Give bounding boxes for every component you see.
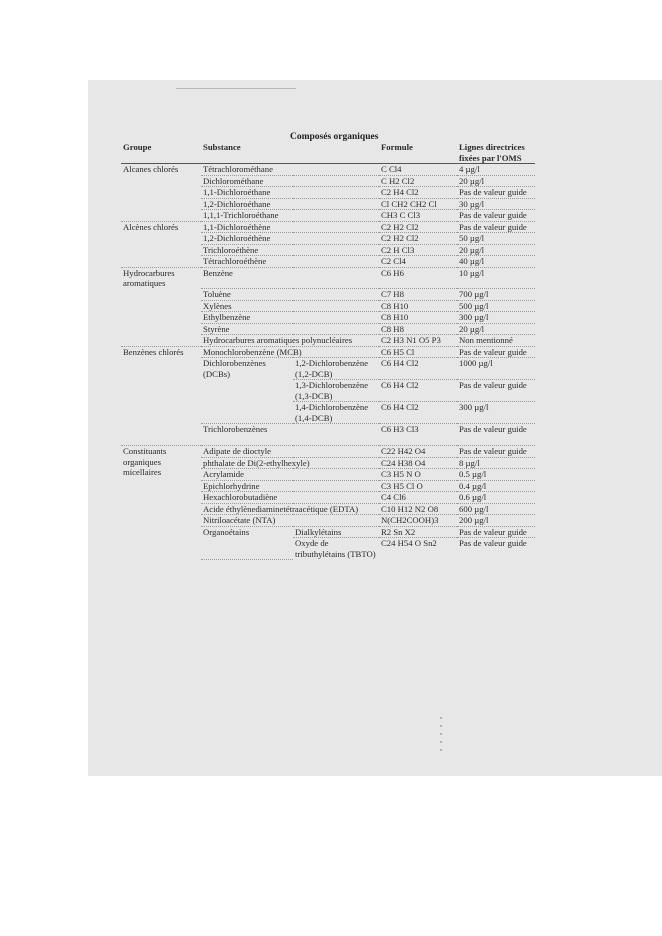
- value-cell: Pas de valeur guide: [457, 526, 535, 538]
- substance-cell: Tétrachlorométhane: [201, 164, 379, 176]
- table-row: [121, 538, 535, 560]
- value-cell: 20 µg/l: [457, 244, 535, 256]
- table-row: [121, 480, 535, 492]
- value-cell: 600 µg/l: [457, 503, 535, 515]
- substance-cell: Toluène: [201, 289, 379, 301]
- table-row: [121, 335, 535, 347]
- subsubstance-cell: 1,3-Dichlorobenzène (1,3-DCB): [293, 380, 379, 402]
- formula-cell: C Cl4: [379, 164, 457, 176]
- formula-cell: Cl CH2 CH2 Cl: [379, 198, 457, 210]
- substance-cell: 1,1-Dichloroéthène: [201, 221, 379, 233]
- substance-cell: Benzène: [201, 267, 379, 289]
- header-guideline: Lignes directrices fixées par l'OMS: [457, 142, 535, 164]
- value-cell: 500 µg/l: [457, 300, 535, 312]
- header-group: Groupe: [121, 142, 201, 164]
- value-cell: 50 µg/l: [457, 233, 535, 245]
- table-row: [121, 346, 535, 358]
- substance-cell: Trichlorobenzènes: [201, 424, 379, 446]
- table-row: [121, 380, 535, 402]
- group-cell: Hydrocarbures aromatiques: [123, 267, 175, 288]
- scan-speckle: [438, 714, 444, 754]
- organic-compounds-table: [121, 142, 535, 560]
- formula-cell: C6 H5 Cl: [379, 346, 457, 358]
- table-row: [121, 402, 535, 424]
- substance-cell: Tétrachloroéthène: [201, 256, 379, 268]
- value-cell: Pas de valeur guide: [457, 221, 535, 233]
- substance-cell: Styrène: [201, 323, 379, 335]
- table-row: [121, 244, 535, 256]
- formula-cell: C2 Cl4: [379, 256, 457, 268]
- formula-cell: C8 H8: [379, 323, 457, 335]
- substance-cell: Monochlorobenzène (MCB): [201, 346, 379, 358]
- value-cell: 20 µg/l: [457, 175, 535, 187]
- substance-cell: Trichloroéthène: [201, 244, 379, 256]
- value-cell: Pas de valeur guide: [457, 346, 535, 358]
- value-cell: 10 µg/l: [457, 267, 535, 289]
- group-cell: Benzènes chlorés: [123, 346, 184, 357]
- table-caption: Composés organiques: [290, 132, 379, 142]
- value-cell: 700 µg/l: [457, 289, 535, 301]
- scan-edge-line: [176, 88, 296, 89]
- table-row: [121, 492, 535, 504]
- subsubstance-cell: Oxyde de tributhylétains (TBTO): [295, 538, 376, 559]
- table-row: [121, 187, 535, 199]
- value-cell: 0.4 µg/l: [457, 480, 535, 492]
- formula-cell: C10 H12 N2 O8: [379, 503, 457, 515]
- table-row: [121, 515, 535, 527]
- value-cell: Pas de valeur guide: [457, 187, 535, 199]
- formula-cell: N(CH2COOH)3: [379, 515, 457, 527]
- table-row: [121, 175, 535, 187]
- formula-cell: C7 H8: [379, 289, 457, 301]
- formula-cell: C6 H6: [379, 267, 457, 289]
- value-cell: Non mentionné: [457, 335, 535, 347]
- formula-cell: R2 Sn X2: [379, 526, 457, 538]
- formula-cell: C6 H3 Cl3: [379, 424, 457, 446]
- formula-cell: C2 H4 Cl2: [379, 187, 457, 199]
- formula-cell: C6 H4 Cl2: [379, 380, 457, 402]
- table-row: [121, 198, 535, 210]
- formula-cell: C3 H5 N O: [379, 469, 457, 481]
- formula-cell: C2 H Cl3: [379, 244, 457, 256]
- table-row: [121, 526, 535, 538]
- substance-cell: Ethylbenzène: [201, 312, 379, 324]
- table-row: [121, 267, 535, 289]
- value-cell: 300 µg/l: [457, 312, 535, 324]
- subsubstance-cell: Dialkylétains: [293, 526, 379, 538]
- formula-cell: C8 H10: [379, 312, 457, 324]
- header-substance: Substance: [201, 142, 379, 164]
- table-row: [121, 424, 535, 446]
- value-cell: Pas de valeur guide: [457, 210, 535, 222]
- value-cell: 20 µg/l: [457, 323, 535, 335]
- formula-cell: C24 H54 O Sn2: [381, 538, 437, 548]
- value-cell: Pas de valeur guide: [457, 380, 535, 402]
- value-cell: 8 µg/l: [457, 457, 535, 469]
- substance-cell: 1,1-Dichloroéthane: [201, 187, 379, 199]
- value-cell: Pas de valeur guide: [457, 424, 535, 446]
- formula-cell: C4 Cl6: [379, 492, 457, 504]
- substance-cell: Hydrocarbures aromatiques polynucléaires: [201, 335, 379, 347]
- formula-cell: CH3 C Cl3: [379, 210, 457, 222]
- table-row: [121, 221, 535, 233]
- group-cell: Alcènes chlorés: [123, 221, 179, 232]
- value-cell: Pas de valeur guide: [459, 538, 527, 548]
- formula-cell: C3 H5 Cl O: [379, 480, 457, 492]
- substance-cell: Epichlorhydrine: [201, 480, 379, 492]
- value-cell: 0.6 µg/l: [457, 492, 535, 504]
- formula-cell: C H2 Cl2: [379, 175, 457, 187]
- table-row: [121, 358, 535, 380]
- substance-cell: Hexachlorobutadiène: [201, 492, 379, 504]
- group-cell: Constituants organiques micellaires: [123, 446, 167, 477]
- substance-cell: Adipate de dioctyle: [201, 446, 379, 458]
- subsubstance-cell: 1,4-Dichlorobenzène (1,4-DCB): [293, 402, 379, 424]
- table-row: [121, 300, 535, 312]
- value-cell: 4 µg/l: [457, 164, 535, 176]
- substance-cell: Organoétains: [201, 526, 293, 559]
- substance-cell: Nitriloacétate (NTA): [201, 515, 379, 527]
- value-cell: Pas de valeur guide: [457, 446, 535, 458]
- substance-cell: 1,2-Dichloroéthène: [201, 233, 379, 245]
- value-cell: 300 µg/l: [457, 402, 535, 424]
- substance-cell: Dichlorobenzènes (DCBs): [201, 358, 293, 424]
- table-row: [121, 164, 535, 176]
- formula-cell: C6 H4 Cl2: [379, 402, 457, 424]
- value-cell: 1000 µg/l: [457, 358, 535, 380]
- substance-cell: phthalate de Di(2-ethylhexyle): [201, 457, 379, 469]
- group-cell: Alcanes chlorés: [123, 164, 179, 174]
- formula-cell: C6 H4 Cl2: [379, 358, 457, 380]
- substance-cell: Acrylamide: [201, 469, 379, 481]
- value-cell: 30 µg/l: [457, 198, 535, 210]
- formula-cell: C24 H38 O4: [379, 457, 457, 469]
- value-cell: 0.5 µg/l: [457, 469, 535, 481]
- header-formula: Formule: [379, 142, 457, 164]
- formula-cell: C8 H10: [379, 300, 457, 312]
- header-row: [121, 142, 535, 164]
- table-row: [121, 210, 535, 222]
- table-row: [121, 503, 535, 515]
- table-row: [121, 323, 535, 335]
- table-row: [121, 289, 535, 301]
- table-row: [121, 256, 535, 268]
- substance-cell: Dichlorométhane: [201, 175, 379, 187]
- value-cell: 40 µg/l: [457, 256, 535, 268]
- formula-cell: C2 H3 N1 O5 P3: [379, 335, 457, 347]
- substance-cell: 1,2-Dichloroéthane: [201, 198, 379, 210]
- formula-cell: C2 H2 Cl2: [379, 233, 457, 245]
- table-row: [121, 446, 535, 458]
- value-cell: 200 µg/l: [457, 515, 535, 527]
- substance-cell: 1,1,1-Trichloroéthane: [201, 210, 379, 222]
- substance-cell: Xylènes: [201, 300, 379, 312]
- table-row: [121, 312, 535, 324]
- subsubstance-cell: 1,2-Dichlorobenzène (1,2-DCB): [293, 358, 379, 380]
- formula-cell: C2 H2 Cl2: [379, 221, 457, 233]
- table-row: [121, 233, 535, 245]
- substance-cell: Acide éthylènediaminetétraacétique (EDTA): [201, 503, 379, 515]
- formula-cell: C22 H42 O4: [379, 446, 457, 458]
